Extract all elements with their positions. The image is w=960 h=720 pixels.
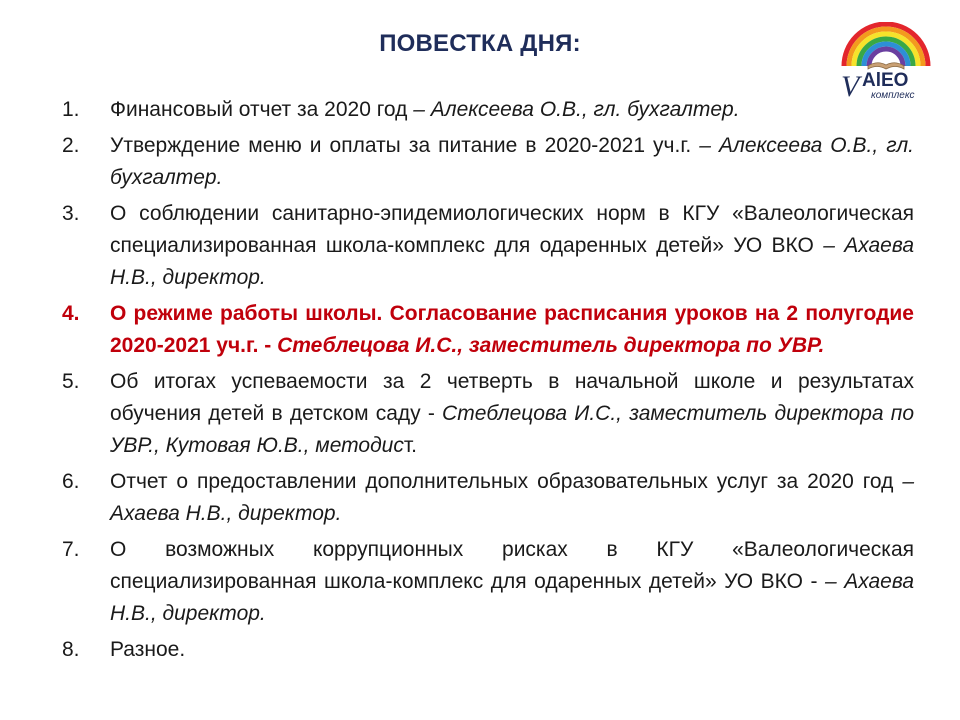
item-number: 1.: [62, 98, 80, 121]
agenda-item-6: [62, 466, 914, 530]
agenda-item-8: [62, 634, 914, 666]
agenda-item-5: [62, 366, 914, 462]
agenda-item-2: [62, 130, 914, 194]
logo-word: AlEO: [862, 70, 909, 91]
agenda-item-1: [62, 94, 914, 126]
agenda-item-3: [62, 198, 914, 294]
item-text: Финансовый отчет за 2020 год: [110, 98, 414, 121]
item-tail: т.: [403, 434, 417, 457]
item-text: О соблюдении санитарно-эпидемиологических норм в КГУ «Валеологическая специализированная школа-комплекс для одаренных детей» УО ВКО: [110, 202, 914, 257]
item-text: О возможных коррупционных рисках в КГУ «Валеологическая специализированная школа-комплекс для одаренных детей» УО ВКО -: [110, 538, 914, 593]
page-title: ПОВЕСТКА ДНЯ:: [379, 30, 581, 57]
item-responsible: – Алексеева О.В., гл. бухгалтер.: [110, 134, 914, 189]
logo-letter-v: V: [841, 70, 860, 102]
item-responsible: – Ахаева Н.В., директор.: [110, 470, 914, 525]
rainbow-book-logo: [838, 22, 934, 102]
agenda-item-7: [62, 534, 914, 630]
item-text: О режиме работы школы. Согласование расписания уроков на 2 полугодие 2020-2021 уч.г. -: [110, 302, 914, 357]
item-number: 7.: [62, 538, 80, 561]
item-responsible: – Ахаева Н.В., директор.: [110, 570, 914, 625]
item-number: 4.: [62, 302, 80, 325]
item-text: Утверждение меню и оплаты за питание в 2020-2021 уч.г.: [110, 134, 700, 157]
agenda-list: [62, 94, 914, 670]
item-number: 8.: [62, 638, 80, 661]
item-responsible: – Алексеева О.В., гл. бухгалтер.: [413, 98, 740, 121]
agenda-item-4: [62, 298, 914, 362]
item-number: 5.: [62, 370, 80, 393]
item-text: Разное.: [110, 638, 186, 661]
item-number: 3.: [62, 202, 80, 225]
item-number: 6.: [62, 470, 80, 493]
item-number: 2.: [62, 134, 80, 157]
item-text: Об итогах успеваемости за 2 четверть в начальной школе и результатах обучения детей в детском саду -: [110, 370, 914, 425]
item-text: Отчет о предоставлении дополнительных образовательных услуг за 2020 год: [110, 470, 903, 493]
item-responsible: Стеблецова И.С., заместитель директора по УВР., Кутовая Ю.В., методис: [110, 402, 914, 457]
item-responsible: Стеблецова И.С., заместитель директора по УВР.: [277, 334, 825, 357]
item-responsible: – Ахаева Н.В., директор.: [110, 234, 914, 289]
logo-caption: комплекс: [871, 90, 915, 101]
